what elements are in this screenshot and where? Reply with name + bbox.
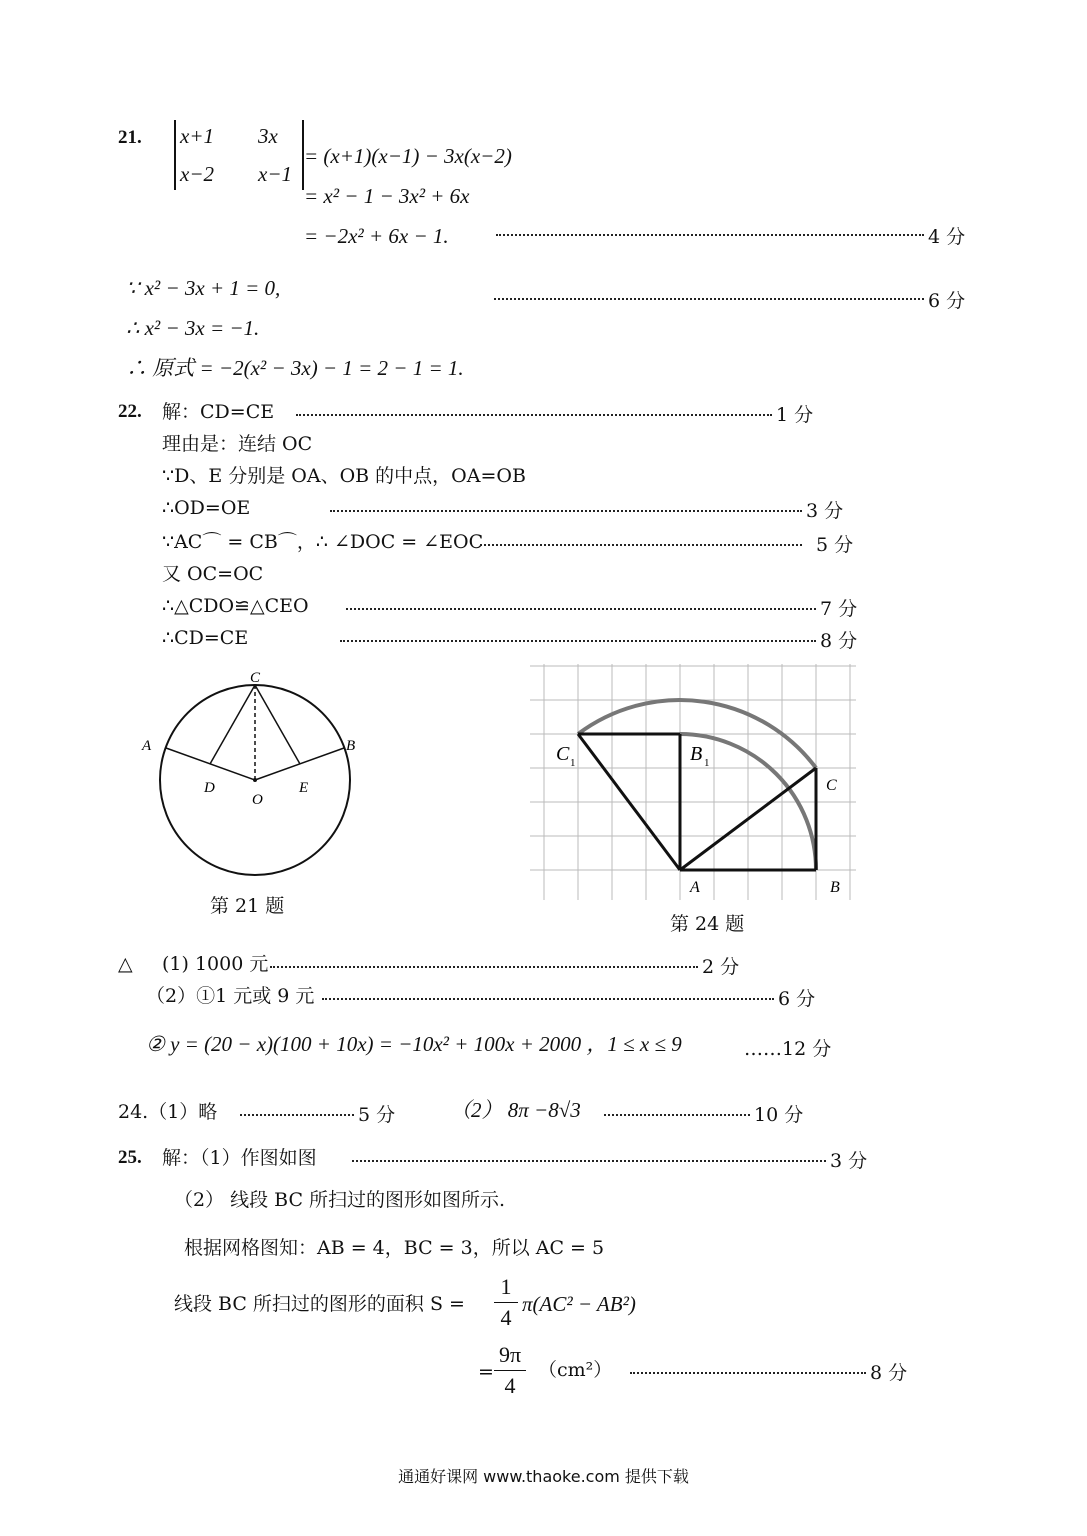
q25-s4: 8 分 xyxy=(870,1362,908,1384)
dot-leader xyxy=(604,1114,750,1116)
determinant xyxy=(174,120,304,190)
q21-l3: ∴ 原式 = −2(x² − 3x) − 1 = 2 − 1 = 1. xyxy=(126,356,464,380)
det-c: x−2 xyxy=(180,162,214,186)
figure-21-caption: 第 21 题 xyxy=(210,895,285,917)
dot-leader xyxy=(494,298,924,300)
label-O: O xyxy=(252,792,263,808)
q22-l2: 理由是：连结 OC xyxy=(162,433,313,455)
q25-unit: （cm²） xyxy=(538,1359,613,1381)
q22-number: 22. xyxy=(118,401,142,422)
label-B: B xyxy=(830,879,840,896)
q23-s3: ……12 分 xyxy=(744,1038,832,1060)
label-C1-sub: 1 xyxy=(570,757,576,769)
q22-l6: 又 OC=OC xyxy=(162,563,264,585)
q22-s1: 1 分 xyxy=(776,404,814,426)
q22-l5: ∵AC⌒ = CB⌒，∴ ∠DOC = ∠EOC xyxy=(162,531,484,553)
label-D: D xyxy=(204,780,215,796)
figure-21 xyxy=(138,664,368,884)
q21-number: 21. xyxy=(118,127,142,148)
q21-l1: ∵ x² − 3x + 1 = 0, xyxy=(126,276,281,300)
det-a: x+1 xyxy=(180,124,214,148)
dot-leader xyxy=(240,1114,354,1116)
q24-s1: 5 分 xyxy=(358,1104,396,1126)
q21-score1: 4 分 xyxy=(928,226,966,248)
fraction-denominator: 4 xyxy=(504,1373,516,1398)
q25-l1: 解：（1）作图如图 xyxy=(162,1147,317,1169)
fraction-denominator: 4 xyxy=(500,1305,512,1330)
label-C1: C xyxy=(556,743,570,765)
q22-s5: 5 分 xyxy=(816,534,854,556)
dot-leader xyxy=(352,1160,826,1162)
label-B: B xyxy=(346,738,356,754)
dot-leader xyxy=(330,510,802,512)
q22-l3: ∵D、E 分别是 OA、OB 的中点，OA=OB xyxy=(162,465,526,487)
dot-leader xyxy=(630,1372,866,1374)
q25-l4a: 线段 BC 所扫过的图形的面积 S = xyxy=(174,1293,465,1315)
q23-l2: （2）①1 元或 9 元 xyxy=(146,985,315,1007)
label-A: A xyxy=(690,879,700,896)
q21-eq2: = x² − 1 − 3x² + 6x xyxy=(304,184,470,208)
label-B1-sub: 1 xyxy=(704,757,710,769)
q22-s7: 7 分 xyxy=(820,598,858,620)
label-B1: B xyxy=(690,743,703,765)
q21-eq3: = −2x² + 6x − 1. xyxy=(304,224,449,248)
label-A: A xyxy=(142,738,152,754)
dot-leader xyxy=(270,966,698,968)
fraction-numerator: 1 xyxy=(500,1274,512,1299)
dot-leader xyxy=(480,544,802,546)
q25-eq: = xyxy=(478,1361,494,1383)
q23-l3: ② y = (20 − x)(100 + 10x) = −10x² + 100x + 2000 ，1 ≤ x ≤ 9 xyxy=(146,1032,682,1056)
det-d: x−1 xyxy=(258,162,292,186)
q24-l1: 24.（1）略 xyxy=(118,1101,218,1123)
q21-l2: ∴ x² − 3x = −1. xyxy=(126,316,260,340)
q24-l2: （2） 8π −8√3 xyxy=(450,1098,581,1122)
q21-eq1: = (x+1)(x−1) − 3x(x−2) xyxy=(304,144,512,168)
figure-24-caption: 第 24 题 xyxy=(670,913,745,935)
fraction-numerator: 9π xyxy=(498,1342,522,1367)
q22-s4: 3 分 xyxy=(806,500,844,522)
det-b: 3x xyxy=(258,124,278,148)
q23-l1: (1) 1000 元 xyxy=(162,953,269,975)
q24-s2: 10 分 xyxy=(754,1104,804,1126)
dot-leader xyxy=(340,640,816,642)
q22-l8: ∴CD=CE xyxy=(162,627,249,649)
figure-24 xyxy=(530,664,860,904)
dot-leader xyxy=(496,234,924,236)
dot-leader xyxy=(296,414,772,416)
q25-l3: 根据网格图知：AB = 4，BC = 3，所以 AC = 5 xyxy=(184,1237,605,1259)
fraction-1-4 xyxy=(494,1274,518,1331)
footer: 通通好课网 www.thaoke.com 提供下载 xyxy=(398,1467,689,1486)
q25-l4b: π(AC² − AB²) xyxy=(522,1292,636,1316)
q23-mark: △ xyxy=(118,953,133,975)
q23-s1: 2 分 xyxy=(702,956,740,978)
q22-s8: 8 分 xyxy=(820,630,858,652)
dot-leader xyxy=(346,608,816,610)
fraction-9pi-4 xyxy=(494,1342,526,1399)
label-E: E xyxy=(299,780,309,796)
q25-s1: 3 分 xyxy=(830,1150,868,1172)
q22-l7: ∴△CDO≌△CEO xyxy=(162,595,309,617)
q23-s2: 6 分 xyxy=(778,988,816,1010)
q25-l2: （2） 线段 BC 所扫过的图形如图所示. xyxy=(174,1189,506,1211)
q22-l4: ∴OD=OE xyxy=(162,497,251,519)
q25-number: 25. xyxy=(118,1147,142,1168)
q22-l1: 解：CD=CE xyxy=(162,401,275,423)
q21-score2: 6 分 xyxy=(928,290,966,312)
label-C: C xyxy=(826,777,837,794)
label-C: C xyxy=(250,670,261,686)
dot-leader xyxy=(322,998,774,1000)
